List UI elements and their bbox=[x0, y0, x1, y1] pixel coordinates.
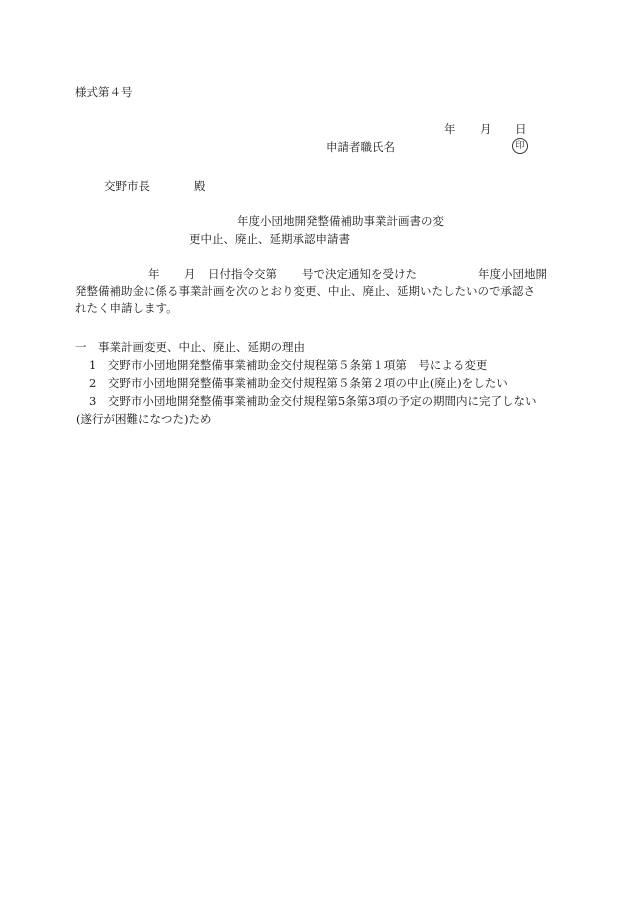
applicant-label: 申請者職氏名 bbox=[326, 140, 395, 154]
seal-mark: 印 bbox=[512, 138, 528, 154]
reason-item-3-continued: (遂行が困難になつた)ため bbox=[76, 412, 212, 426]
body-month: 月 bbox=[184, 267, 196, 281]
document-title-line2: 更中止、廃止、延期承認申請書 bbox=[189, 232, 350, 246]
body-text-3: 年度小団地開 bbox=[478, 267, 547, 281]
addressee-honorific: 殿 bbox=[194, 179, 206, 193]
body-text-2: 号で決定通知を受けた bbox=[302, 267, 417, 281]
body-line-2: 発整備補助金に係る事業計画を次のとおり変更、中止、廃止、延期いたしたいので承認さ bbox=[75, 284, 535, 298]
reason-item-1: 1 交野市小団地開発整備事業補助金交付規程第５条第１項第 号による変更 bbox=[89, 358, 488, 372]
body-line-3: れたく申請します。 bbox=[75, 301, 178, 315]
date-year: 年 bbox=[444, 122, 456, 136]
date-month: 月 bbox=[480, 122, 492, 136]
body-text-1: 日付指令交第 bbox=[208, 267, 277, 281]
date-day: 日 bbox=[515, 122, 527, 136]
document-title-line1: 年度小団地開発整備補助事業計画書の変 bbox=[237, 214, 444, 228]
addressee-name: 交野市長 bbox=[104, 179, 150, 193]
reason-item-2: 2 交野市小団地開発整備事業補助金交付規程第５条第２項の中止(廃止)をしたい bbox=[89, 376, 508, 390]
reasons-heading: 一 事業計画変更、中止、廃止、延期の理由 bbox=[75, 340, 305, 354]
form-number: 様式第４号 bbox=[75, 85, 133, 99]
body-year: 年 bbox=[148, 267, 160, 281]
reason-item-3: 3 交野市小団地開発整備事業補助金交付規程第5条第3項の予定の期間内に完了しない bbox=[89, 394, 537, 408]
